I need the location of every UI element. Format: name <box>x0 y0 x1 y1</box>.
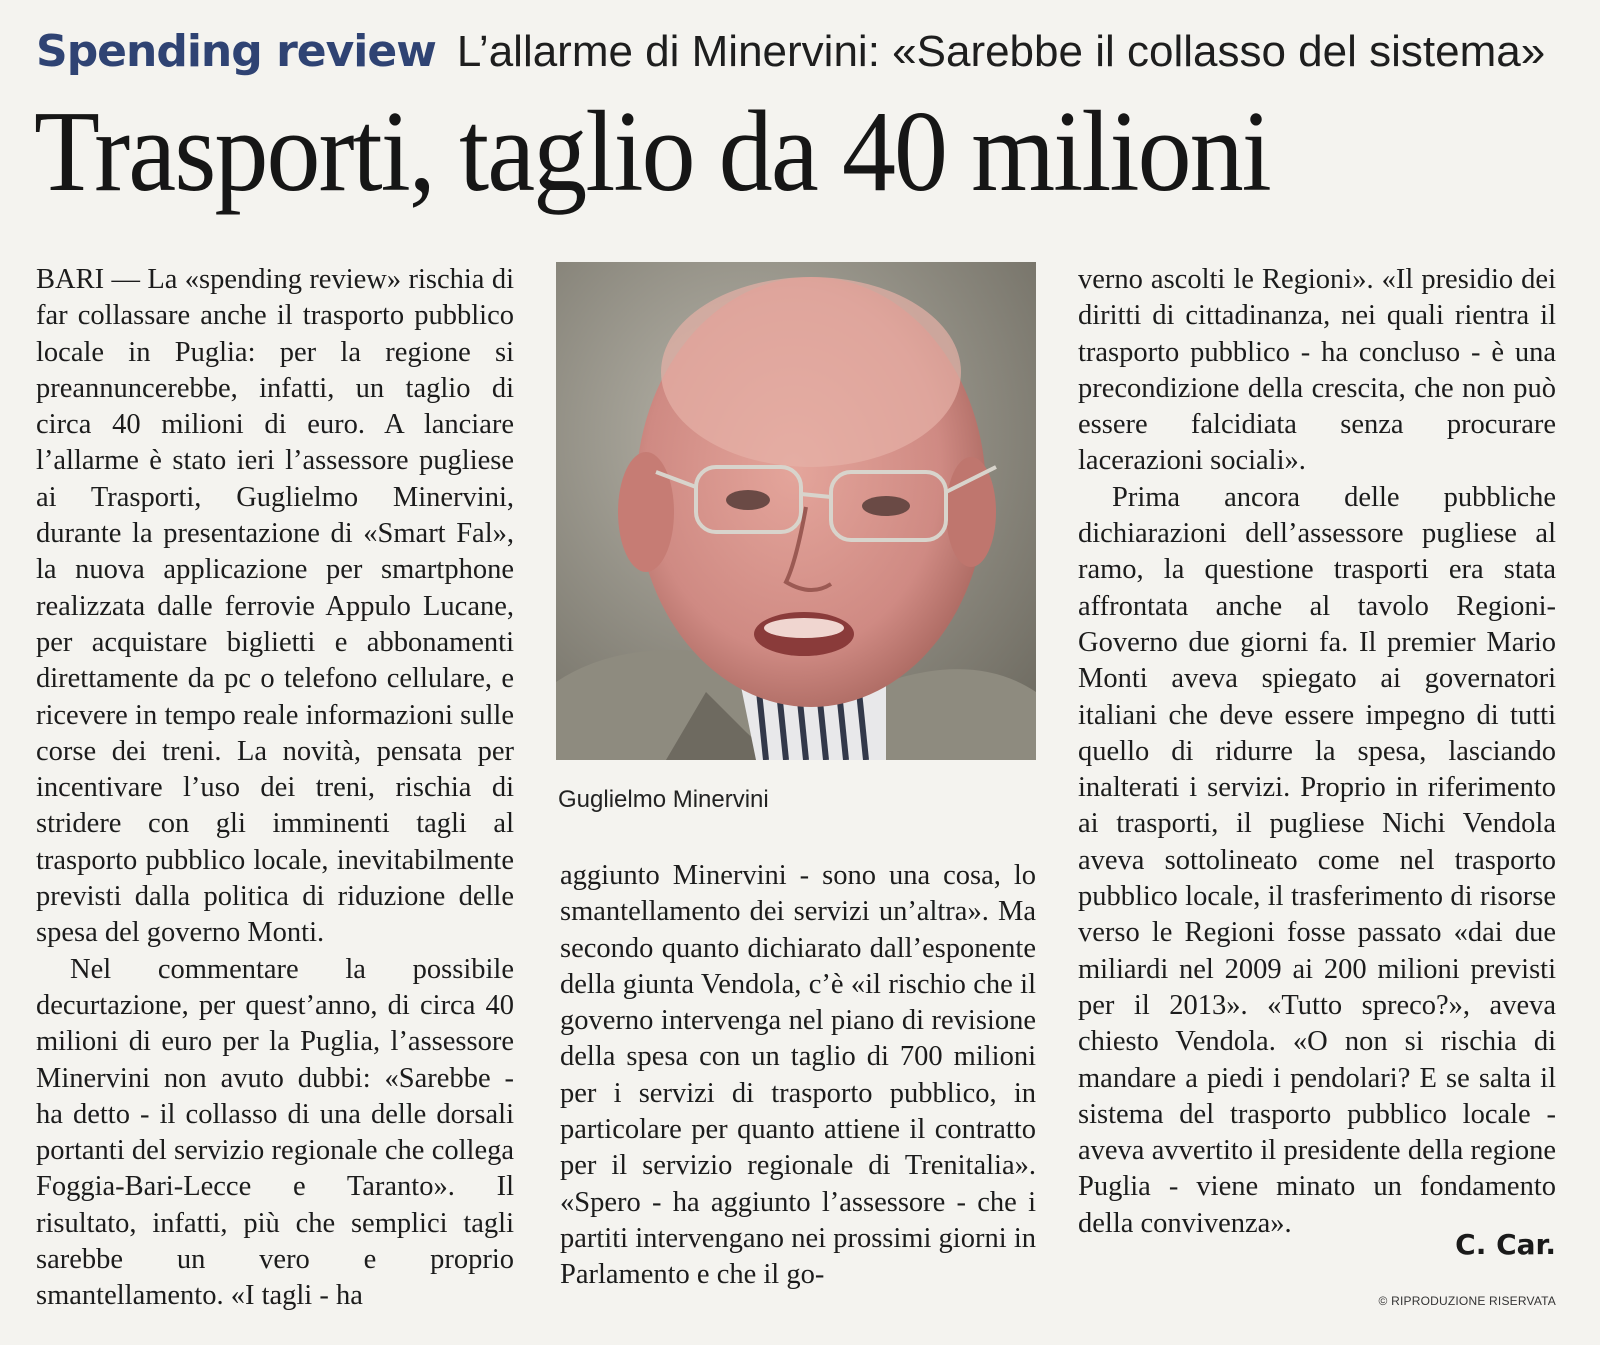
paragraph: verno ascolti le Regioni». «Il presidio dei diritti di cittadinanza, nei quali rientra il trasporto pubblico - ha concluso - è una precondizione della crescita, che non può essere falcidiata senza procurare lacerazioni sociali». <box>1078 264 1556 477</box>
portrait-photo <box>556 262 1036 760</box>
article-column-3 <box>1078 262 1556 1242</box>
photo-caption: Guglielmo Minervini <box>558 786 769 813</box>
kicker <box>36 22 1566 82</box>
article-column-1 <box>36 262 514 1315</box>
copyright-notice: © RIPRODUZIONE RISERVATA <box>1378 1294 1556 1308</box>
section-tag: Spending review <box>36 26 436 77</box>
paragraph: BARI — La «spending review» rischia di far collassare anche il trasporto pubblico locale in Puglia: per la regione si preannuncerebbe, infatti, un taglio di circa 40 milioni di euro. A lanciare l’allarme è stato ieri l’assessore pugliese ai Trasporti, Guglielmo Minervini, durante la presentazione di «Smart Fal», la nuova applicazione per smartphone realizzata dalle ferrovie Appulo Lucane, per acquistare biglietti e abbonamenti direttamente da pc o telefono cellulare, e ricevere in tempo reale informazioni sulle corse dei treni. La novità, pensata per incentivare l’uso dei treni, rischia di stridere con gli imminenti tagli al trasporto pubblico locale, inevitabilmente previsti dalla politica di riduzione delle spesa del governo Monti. <box>36 264 514 949</box>
paragraph: Nel commentare la possibile decurtazione, per quest’anno, di circa 40 milioni di euro per la Puglia, l’assessore Minervini non avuto dubbi: «Sarebbe - ha detto - il collasso di una delle dorsali portanti del servizio regionale che collega Foggia-Bari-Lecce e Taranto». Il risultato, infatti, più che semplici tagli sarebbe un vero e proprio smantellamento. «I tagli - ha <box>36 953 514 1312</box>
paragraph: Prima ancora delle pubbliche dichiarazioni dell’assessore pugliese al ramo, la questione trasporti era stata affrontata anche al tavolo Regioni-Governo due giorni fa. Il premier Mario Monti aveva spiegato ai governatori italiani che deve essere impegno di tutti quello di ridurre la spesa, lasciando inalterati i servizi. Proprio in riferimento ai trasporti, il pugliese Nichi Vendola aveva sottolineato come nel trasporto pubblico locale, il trasferimento di risorse verso le Regioni fosse passato «dai due miliardi nel 2009 ai 200 milioni previsti per il 2013». «Tutto spreco?», aveva chiesto Vendola. «O non si rischia di mandare a piedi i pendolari? E se salta il sistema del trasporto pubblico locale - aveva avvertito il presidente della regione Puglia - viene minato un fondamento della convivenza». <box>1078 481 1556 1239</box>
paragraph: aggiunto Minervini - sono una cosa, lo smantellamento dei servizi un’altra». Ma secondo quanto dichiarato dall’esponente della giunta Vendola, c’è «il rischio che il governo intervenga nel piano di revisione della spesa con un taglio di 700 milioni per i servizi di trasporto pubblico, in particolare per quanto attiene il contratto per il servizio regionale di Trenitalia». «Spero - ha aggiunto l’assessore - che i partiti intervengano nei prossimi giorni in Parlamento e che il go- <box>560 860 1036 1291</box>
author-signature: C. Car. <box>1455 1228 1556 1261</box>
article-column-2 <box>560 858 1036 1294</box>
headline: Trasporti, taglio da 40 milioni <box>34 88 1270 216</box>
kicker-subtitle: L’allarme di Minervini: «Sarebbe il collasso del sistema» <box>456 27 1546 76</box>
portrait-illustration <box>556 262 1036 760</box>
